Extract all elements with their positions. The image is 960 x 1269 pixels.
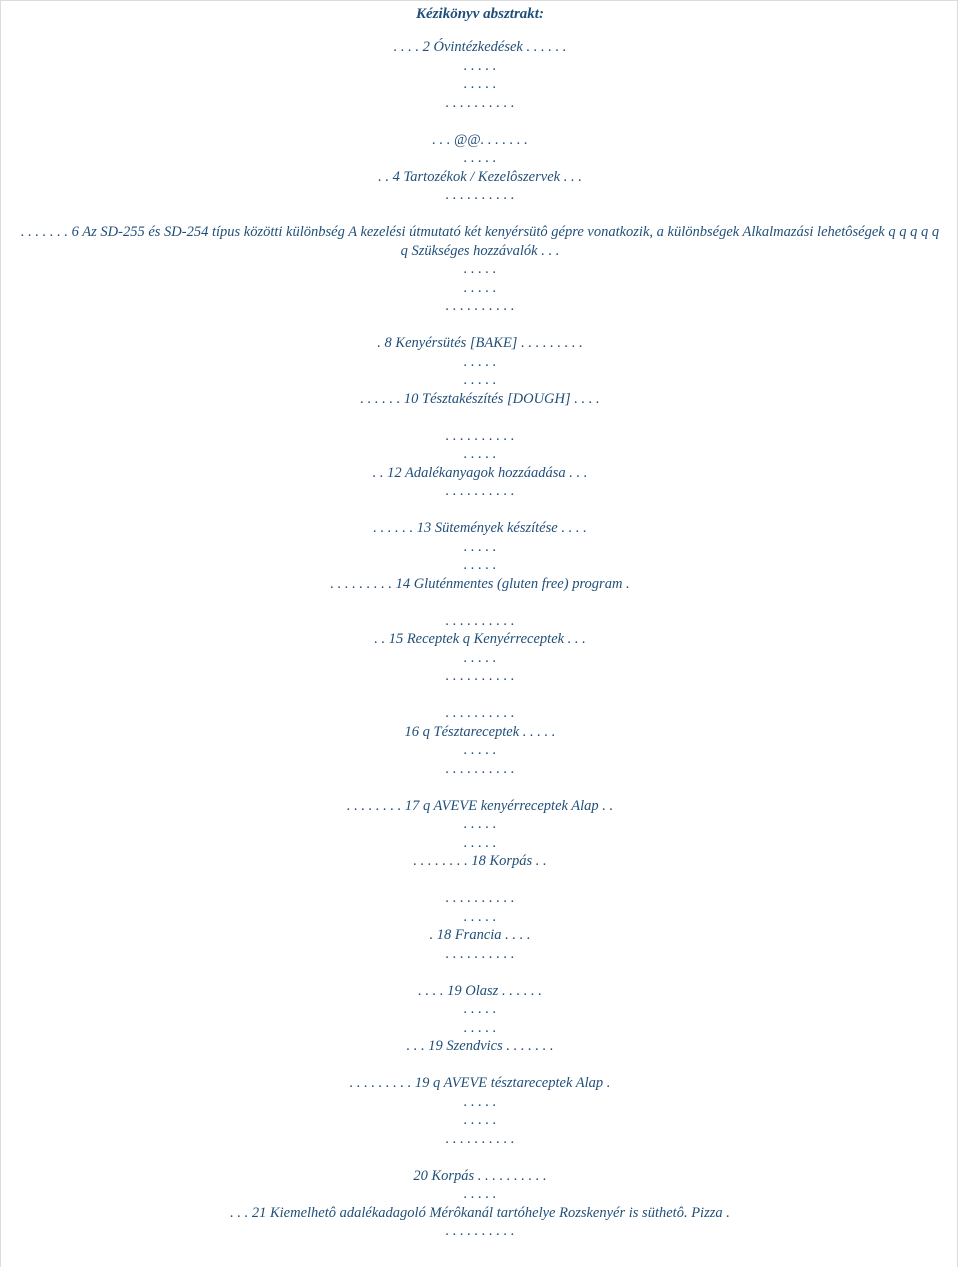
toc-line: q Szükséges hozzávalók . . . [400, 242, 560, 259]
toc-line: . . . . . [463, 834, 497, 851]
toc-line: . . . . 19 Olasz . . . . . . [418, 982, 542, 999]
toc-line [1, 778, 959, 797]
toc-line: . . 12 Adalékanyagok hozzáadása . . . [372, 464, 588, 481]
toc-line: . . . . . [463, 57, 497, 74]
toc-line: . . . . . [463, 1186, 497, 1202]
toc-line [1, 963, 959, 982]
toc-line: . . . . . . . . . . [445, 760, 515, 777]
toc-line: . . . . . [463, 538, 497, 555]
toc-line: . . . . . . . . . . [445, 945, 515, 962]
toc-line [1, 501, 959, 520]
toc-line: . . . . . . . . . . [445, 612, 515, 629]
toc-line: . 18 Francia . . . . [429, 927, 531, 943]
toc-line: . . . . . [463, 908, 497, 925]
toc-line [1, 112, 959, 131]
toc-line: . . . . . [463, 649, 497, 666]
toc-line [1, 1148, 959, 1167]
toc-line: . . . . . . 13 Sütemények készítése . . . . [373, 520, 587, 536]
toc-line: . . . . . . . . . . [445, 298, 515, 314]
toc-line: . . . . . [463, 816, 497, 832]
toc-line [1, 686, 959, 705]
toc-line: . . . . . . . . . . [445, 427, 515, 444]
toc-line: . . . . . [463, 150, 497, 166]
toc-line: . . . . . [463, 1093, 497, 1110]
toc-line: . . . . . . . . . . [445, 94, 515, 111]
toc-line: . . . . . . . . . . [445, 890, 515, 906]
toc-line [1, 1056, 959, 1075]
toc-line [1, 408, 959, 427]
toc-line: . . . . . . . . 17 q AVEVE kenyérreceptek Alap . . [346, 797, 614, 814]
toc-line: . . . . . [463, 372, 497, 388]
toc-line: . . . . . [463, 742, 497, 758]
toc-line: . . . . . [463, 76, 497, 92]
toc-line: . . . . . . . . . . [445, 483, 515, 499]
toc-line: . . . . . [463, 353, 497, 370]
toc-list [1, 38, 959, 1241]
toc-line: . . . . . . . . . . [445, 668, 515, 684]
toc-line: . . . . . [463, 261, 497, 277]
toc-line: . . . . . . . . . 19 q AVEVE tésztareceptek Alap . [349, 1075, 611, 1091]
toc-line: . . . 19 Szendvics . . . . . . . [406, 1038, 554, 1054]
toc-line [1, 871, 959, 890]
toc-line: . . . . . [463, 557, 497, 573]
toc-line: . . . . . . . 6 Az SD-255 és SD-254 típus közötti különbség A kezelési útmutató két kenyérsütô gépre vonatkozik, a különbségek Alkalmazási lehetôségek q q q q q [20, 224, 940, 240]
toc-line: . 8 Kenyérsütés [BAKE] . . . . . . . . . [377, 335, 583, 351]
toc-line: . . 15 Receptek q Kenyérreceptek . . . [374, 631, 586, 647]
toc-line: 16 q Tésztareceptek . . . . . [404, 723, 556, 740]
toc-line: . . . . . [463, 1001, 497, 1017]
toc-line: . . . . . . . . . . [445, 1223, 515, 1239]
toc-line [1, 593, 959, 612]
toc-line: . . . @@. . . . . . . [432, 131, 528, 148]
toc-line: 20 Korpás . . . . . . . . . . [413, 1167, 547, 1184]
toc-line: . . . . . [463, 279, 497, 296]
toc-line: . . . 21 Kiemelhetô adalékadagoló Mérôkanál tartóhelye Rozskenyér is süthetô. Pizza . [230, 1204, 730, 1221]
document-title: Kézikönyv absztrakt: [416, 6, 544, 22]
toc-line [1, 316, 959, 335]
toc-line: . . . . . . 10 Tésztakészítés [DOUGH] . . . . [360, 390, 600, 407]
toc-line: . . 4 Tartozékok / Kezelôszervek . . . [378, 168, 582, 185]
toc-line: . . . . . . . . . . [445, 187, 515, 203]
toc-line: . . . . . [463, 1112, 497, 1128]
toc-line [1, 205, 959, 224]
toc-line: . . . . . . . . . 14 Gluténmentes (gluten free) program . [330, 575, 630, 592]
toc-line: . . . . . . . . 18 Korpás . . [413, 853, 547, 869]
toc-line: . . . . . . . . . . [445, 705, 515, 721]
toc-line: . . . . . [463, 1019, 497, 1036]
toc-line: . . . . . [463, 446, 497, 462]
toc-line: . . . . . . . . . . [445, 1130, 515, 1147]
toc-line: . . . . 2 Óvintézkedések . . . . . . [393, 39, 567, 55]
